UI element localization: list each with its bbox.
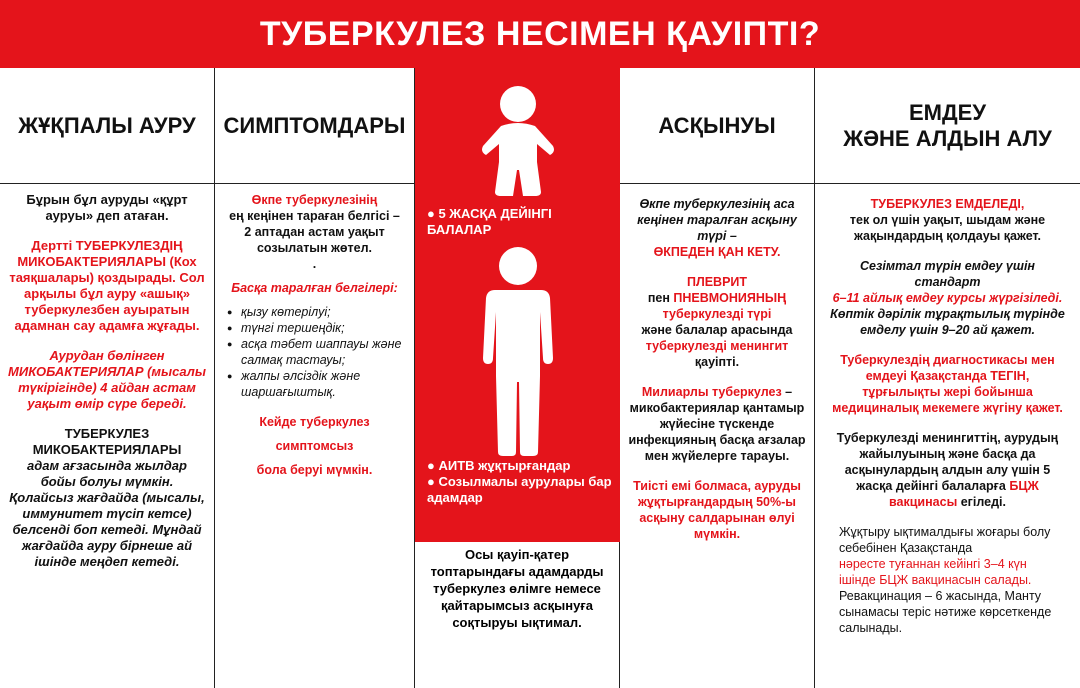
symptoms-main-red: Өкпе туберкулезінің (251, 193, 378, 207)
complications-pneumonia: ПНЕВМОНИЯНЫҢ (673, 291, 787, 305)
treatment-revaccination: Ревакцинация – 6 жасында, Манту сынамасы теріс нәтиже көрсеткенде салынады. (839, 589, 1052, 635)
contagious-cause: Дертті ТУБЕРКУЛЕЗДІҢ МИКОБАКТЕРИЯЛАРЫ (Кох таяқшалары) қоздырады. Сол арқылы бұл ауру «ашық» туберкулезбен ауыратын адамнан сау адамға жұғады. (9, 238, 205, 333)
column-symptoms (215, 68, 415, 688)
symptoms-dot: . (312, 257, 317, 271)
complications-danger: қауіпті. (694, 355, 740, 369)
heading-contagious: ЖҰҚПАЛЫ АУРУ (0, 68, 214, 184)
complications-pleurisy: ПЛЕВРИТ (686, 275, 748, 289)
symptoms-other-heading: Басқа таралған белгілері: (231, 281, 398, 295)
contagious-latent-title: ТУБЕРКУЛЕЗ МИКОБАКТЕРИЯЛАРЫ (32, 426, 182, 457)
risk-group-hiv: ● АИТВ жұқтырғандар (427, 458, 571, 473)
complications-meningitis: туберкулезді менингит (645, 339, 789, 353)
symptoms-asymptomatic-3: бола беруі мүмкін. (256, 463, 373, 477)
complications-bleeding: ӨКПЕДЕН ҚАН КЕТУ. (653, 245, 781, 259)
risk-summary (415, 542, 620, 688)
heading-treatment (815, 68, 1080, 184)
complications-mortality: Тиісті емі болмаса, ауруды жұқтырғандардың 50%-ы асқыну салдарынан өлуі мүмкін. (633, 479, 801, 541)
risk-group-chronic: ● Созылмалы аурулары бар адамдар (427, 474, 612, 505)
symptom-item: ● қызу көтерілуі; (225, 304, 404, 320)
title-banner (0, 0, 1080, 68)
treatment-mdr: Көптік дәрілік тұрақтылық түрінде емделу үшін 9–20 ай қажет. (830, 307, 1065, 337)
treatment-curable-text: тек ол үшін уақыт, шыдам және жақындардың қолдауы қажет. (849, 213, 1046, 243)
complications-intro: Өкпе туберкулезінің аса кеңінен таралған асқыну түрі – (637, 197, 797, 243)
treatment-newborn-red: нәресте туғаннан кейінгі 3–4 күн ішінде БЦЖ вакцинасын салады. (839, 557, 1032, 587)
column-complications (620, 68, 815, 688)
symptoms-asymptomatic-2: симптомсыз (275, 439, 354, 453)
page-title: ТУБЕРКУЛЕЗ НЕСІМЕН ҚАУІПТІ? (259, 14, 821, 53)
contagious-survival: Аурудан бөлінген МИКОБАКТЕРИЯЛАР (мысалы түкірігінде) 4 айдан астам уақыт өмір сүре береді. (8, 348, 206, 411)
treatment-prevention: Туберкулезді менингиттің, аурудың жайылуының және басқа да асқынулардың алдын алу үшін 5 жасқа дейінгі балаларға (836, 431, 1059, 493)
heading-treatment-line2: ЖӘНЕ АЛДЫН АЛУ (843, 125, 1052, 151)
treatment-curable: ТУБЕРКУЛЕЗ ЕМДЕЛЕДІ, (870, 197, 1025, 211)
complications-miliary: Милиарлы туберкулез (641, 385, 782, 399)
complications-miliary-text: – микобактериялар қантамыр жүйесіне түскенде инфекцияның басқа ағзалар мен жүйелерге тарауы. (628, 385, 806, 463)
risk-groups-panel (415, 68, 620, 542)
heading-treatment-line1: ЕМДЕУ (908, 99, 987, 125)
column-treatment (815, 68, 1080, 688)
treatment-bcg-end: егіледі. (960, 495, 1006, 509)
contagious-intro: Бұрын бұл ауруды «құрт ауруы» деп атаған. (26, 192, 188, 223)
contagious-latent-text: адам ағзасында жылдар бойы болуы мүмкін. Қолайсыз жағдайда (мысалы, иммунитет түсіп кетсе) белсенді боп кетеді. Мұндай жағдайда ауру бірнеше ай ішінде меңдеп кетеді. (9, 458, 205, 569)
column-contagious (0, 68, 215, 688)
symptoms-main-text: ең кеңінен тараған белгісі – 2 аптадан астам уақыт созылатын жөтел. (229, 209, 400, 255)
treatment-free: Туберкулездің диагностикасы мен емдеуі Қазақстанда ТЕГІН, тұрғылықты жері бойынша медициналық мекемеге жүгіну қажет. (832, 353, 1063, 415)
treatment-course: 6–11 айлық емдеу курсы жүргізіледі. (832, 291, 1063, 305)
treatment-newborn: Жұқтыру ықтималдығы жоғары болу себебінен Қазақстанда (839, 525, 1051, 555)
heading-complications: АСҚЫНУЫ (620, 68, 814, 184)
symptoms-list (225, 304, 404, 400)
symptoms-asymptomatic-1: Кейде туберкулез (259, 415, 370, 429)
risk-summary-text: Осы қауіп-қатер топтарындағы адамдарды туберкулез өлімге немесе қайтарымсыз асқынуға соқтыруы ықтимал. (430, 547, 604, 630)
adult-silhouette-icon (483, 246, 553, 456)
child-silhouette-icon (479, 84, 557, 196)
complications-conj: пен (647, 291, 670, 305)
symptom-item: ● түнгі тершеңдік; (225, 320, 404, 336)
risk-group-children: ● 5 ЖАСҚА ДЕЙІНГІ БАЛАЛАР (427, 206, 552, 237)
treatment-standard: Сезімтал түрін емдеу үшін стандарт (860, 259, 1035, 289)
complications-tb-type: туберкулезді түрі (662, 307, 772, 321)
symptom-item: ● жалпы әлсіздік және шаршағыштық. (225, 368, 404, 400)
symptom-item: ● асқа тәбет шаппауы және салмақ тастауы; (225, 336, 404, 368)
heading-symptoms: СИМПТОМДАРЫ (215, 68, 414, 184)
treatment-bcg: БЦЖ вакцинасы (889, 479, 1039, 509)
complications-children: және балалар арасында (641, 323, 793, 337)
